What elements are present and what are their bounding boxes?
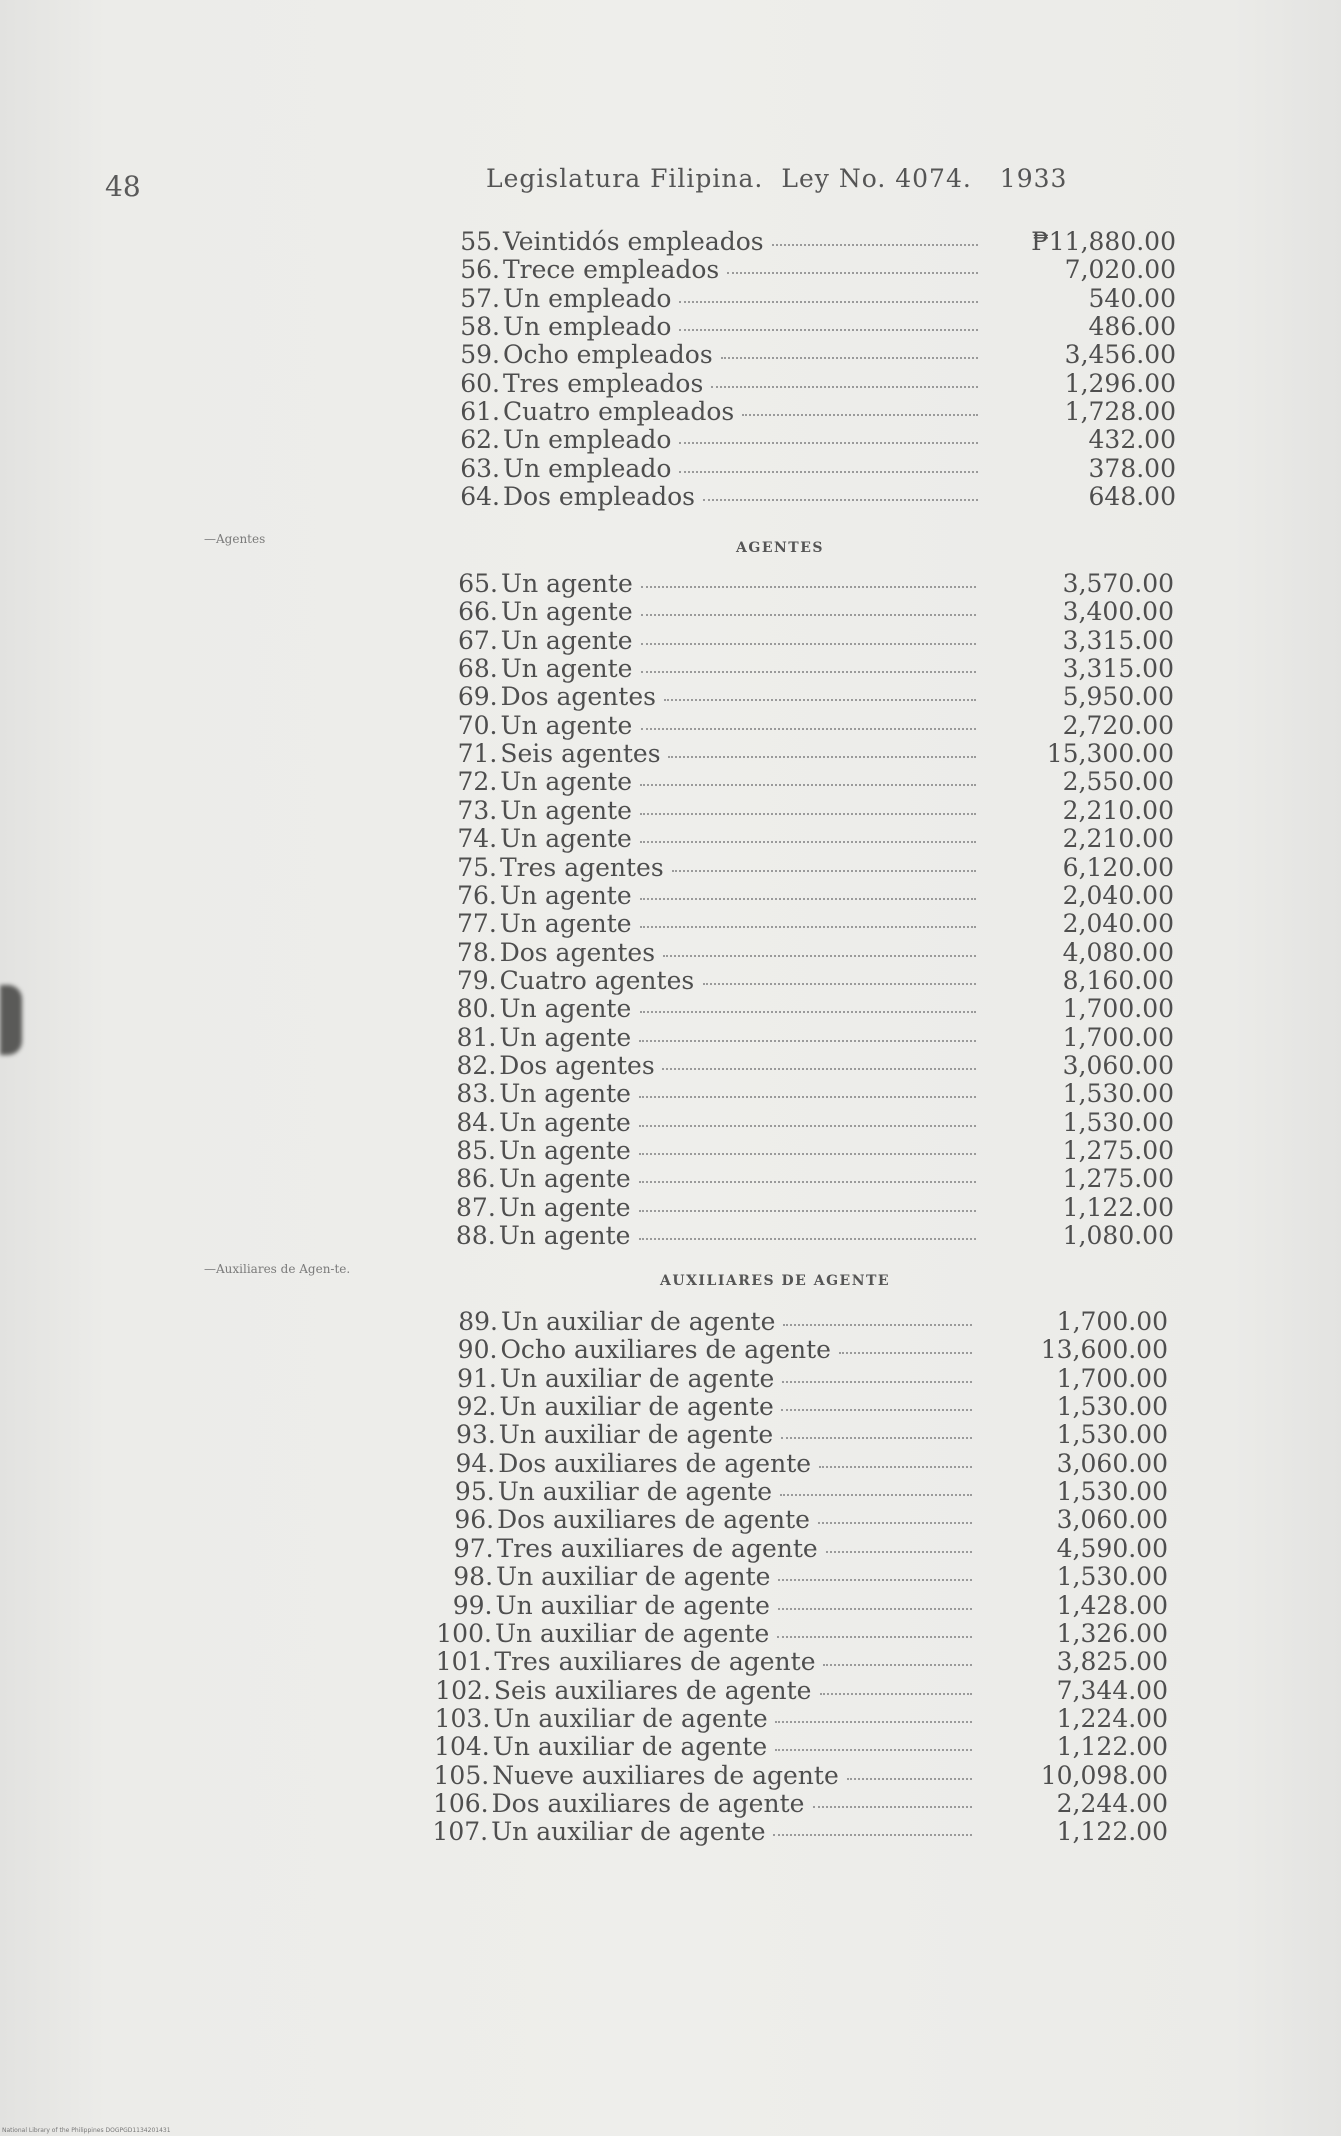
dot-leader — [641, 671, 976, 673]
item-number: 61. — [460, 397, 500, 427]
list-item — [444, 1222, 1174, 1250]
item-number: 65. — [458, 569, 498, 598]
item-description: Un agente — [500, 824, 632, 854]
dot-leader — [639, 1125, 976, 1127]
item-amount: 2,210.00 — [1062, 824, 1174, 854]
section-heading-auxiliares: AUXILIARES DE AGENTE — [660, 1273, 891, 1289]
scan-footer: National Library of the Philippines DOGPGD1134201431 — [2, 2127, 171, 2134]
item-description: Tres auxiliares de agente — [494, 1647, 816, 1677]
item-number: 55. — [460, 227, 500, 256]
list-item — [445, 768, 1174, 796]
list-item — [442, 1535, 1168, 1563]
dot-leader — [772, 244, 978, 246]
dot-leader — [818, 1522, 972, 1524]
list-item — [436, 1618, 1168, 1648]
dot-leader — [781, 1409, 972, 1411]
dot-leader — [662, 1068, 976, 1070]
dot-leader — [640, 926, 976, 928]
list-item — [446, 627, 1174, 655]
list-item — [444, 1393, 1168, 1421]
item-amount: 1,122.00 — [1062, 1192, 1174, 1222]
item-number: 64. — [460, 482, 500, 512]
dot-leader — [775, 1749, 972, 1751]
item-number: 88. — [455, 1221, 496, 1251]
list-item — [445, 797, 1174, 825]
item-description: Un agente — [500, 795, 632, 825]
dot-leader — [820, 1693, 972, 1695]
dot-leader — [641, 614, 976, 616]
item-number: 72. — [457, 767, 498, 797]
dot-leader — [639, 1040, 976, 1042]
list-item — [446, 598, 1174, 626]
dot-leader — [773, 1834, 972, 1836]
list-item — [446, 570, 1174, 598]
item-amount: 2,040.00 — [1062, 909, 1174, 939]
item-number: 62. — [460, 425, 500, 455]
list-item — [444, 1109, 1174, 1137]
item-number: 93. — [456, 1420, 496, 1450]
item-number: 102. — [435, 1675, 491, 1705]
item-amount: 3,315.00 — [1062, 625, 1174, 655]
item-amount: 1,700.00 — [1062, 994, 1174, 1024]
item-number: 84. — [456, 1107, 497, 1137]
item-amount: 13,600.00 — [1040, 1335, 1168, 1365]
item-description: Un agente — [499, 994, 632, 1024]
dot-leader — [727, 272, 978, 274]
dot-leader — [639, 1210, 976, 1212]
dot-leader — [639, 1238, 976, 1240]
item-description: Un auxiliar de agente — [491, 1817, 766, 1847]
item-number: 97. — [453, 1533, 494, 1563]
item-description: Seis agentes — [500, 739, 661, 769]
list-item — [448, 341, 1176, 369]
item-description: Un agente — [500, 654, 633, 684]
item-description: Un agente — [500, 597, 633, 627]
item-description: Dos agentes — [499, 1050, 655, 1080]
item-amount: 7,020.00 — [1064, 255, 1176, 285]
item-amount: 3,400.00 — [1062, 597, 1174, 627]
item-amount: 648.00 — [1088, 482, 1176, 512]
list-item — [434, 1732, 1168, 1762]
item-amount: 5,950.00 — [1062, 682, 1174, 712]
list-item — [445, 939, 1174, 967]
list-item — [445, 967, 1174, 995]
item-amount: 1,122.00 — [1056, 1817, 1168, 1847]
item-amount: 15,300.00 — [1046, 739, 1174, 769]
item-description: Tres agentes — [500, 852, 664, 882]
list-item — [445, 825, 1174, 853]
item-number: 67. — [458, 625, 498, 655]
item-amount: 1,428.00 — [1056, 1590, 1168, 1620]
dot-leader — [639, 1153, 976, 1155]
list-item — [435, 1647, 1168, 1677]
item-description: Un agente — [500, 625, 633, 655]
dot-leader — [640, 1011, 977, 1013]
dot-leader — [778, 1608, 973, 1610]
item-number: 107. — [432, 1817, 489, 1847]
list-item — [442, 1506, 1168, 1534]
item-description: Nueve auxiliares de agente — [492, 1760, 839, 1790]
item-amount: 2,550.00 — [1062, 767, 1174, 797]
dot-leader — [679, 471, 978, 473]
dot-leader — [823, 1664, 972, 1666]
item-description: Un auxiliar de agente — [499, 1392, 774, 1422]
dot-leader — [721, 357, 978, 359]
item-number: 83. — [456, 1079, 497, 1109]
list-item — [448, 398, 1176, 426]
item-amount: 1,296.00 — [1064, 368, 1176, 398]
item-description: Un agente — [499, 909, 632, 939]
item-number: 94. — [455, 1448, 496, 1478]
list-item — [448, 426, 1176, 454]
list-item — [434, 1703, 1168, 1733]
dot-leader — [639, 1181, 976, 1183]
item-number: 98. — [453, 1562, 494, 1592]
item-description: Ocho auxiliares de agente — [500, 1335, 831, 1365]
item-description: Dos auxiliares de agente — [491, 1788, 805, 1818]
list-item — [444, 1080, 1174, 1108]
list-item — [445, 995, 1175, 1023]
item-amount: 432.00 — [1088, 425, 1176, 455]
item-number: 56. — [460, 255, 500, 285]
dot-leader — [742, 414, 978, 416]
item-description: Un empleado — [503, 312, 672, 342]
item-description: Un agente — [499, 1022, 632, 1052]
list-item — [445, 910, 1174, 938]
dot-leader — [641, 728, 977, 730]
scan-edge-shadow — [0, 985, 22, 1055]
page-number: 48 — [105, 170, 141, 203]
list-item — [435, 1675, 1168, 1705]
list-item — [443, 1450, 1168, 1478]
item-number: 57. — [460, 283, 500, 313]
item-number: 82. — [456, 1050, 497, 1080]
item-number: 91. — [457, 1363, 497, 1393]
dot-leader — [703, 983, 976, 985]
item-amount: 1,080.00 — [1062, 1221, 1174, 1251]
item-description: Un agente — [501, 569, 633, 598]
dot-leader — [672, 870, 976, 872]
dot-leader — [668, 756, 976, 758]
dot-leader — [826, 1551, 972, 1553]
list-item — [448, 228, 1176, 256]
item-number: 96. — [454, 1505, 495, 1535]
dot-leader — [775, 1721, 972, 1723]
item-number: 86. — [456, 1164, 496, 1194]
item-amount: 2,244.00 — [1056, 1788, 1168, 1818]
dot-leader — [847, 1778, 972, 1780]
list-item — [432, 1817, 1168, 1847]
list-item — [448, 483, 1176, 511]
list-item — [441, 1563, 1168, 1591]
item-amount: 1,530.00 — [1056, 1562, 1168, 1592]
item-amount: 4,080.00 — [1062, 937, 1174, 967]
item-number: 73. — [457, 795, 498, 825]
item-number: 95. — [454, 1477, 495, 1507]
item-description: Un agente — [498, 1192, 631, 1222]
dot-leader — [640, 784, 976, 786]
item-amount: 2,210.00 — [1062, 795, 1174, 825]
item-amount: 1,728.00 — [1064, 397, 1176, 427]
dot-leader — [839, 1352, 972, 1354]
item-amount: 3,570.00 — [1062, 569, 1174, 598]
item-amount: 1,700.00 — [1056, 1307, 1168, 1336]
item-number: 58. — [460, 312, 500, 342]
item-amount: 2,720.00 — [1062, 710, 1174, 740]
item-description: Tres empleados — [503, 368, 704, 398]
item-amount: 1,700.00 — [1056, 1363, 1168, 1393]
list-item — [444, 1024, 1174, 1052]
item-number: 75. — [457, 852, 497, 882]
item-number: 77. — [457, 909, 497, 939]
item-number: 103. — [434, 1703, 491, 1733]
item-number: 85. — [456, 1136, 496, 1165]
item-amount: 1,530.00 — [1062, 1079, 1174, 1109]
item-description: Un auxiliar de agente — [497, 1477, 773, 1507]
item-amount: 1,700.00 — [1062, 1022, 1174, 1052]
item-amount: 4,590.00 — [1056, 1533, 1168, 1563]
item-amount: 1,275.00 — [1062, 1164, 1174, 1194]
item-number: 90. — [457, 1335, 498, 1365]
item-description: Un empleado — [503, 453, 672, 483]
list-item — [443, 1478, 1168, 1506]
list-item — [448, 313, 1176, 341]
item-amount: 10,098.00 — [1040, 1760, 1168, 1790]
dot-leader — [679, 301, 978, 303]
item-description: Dos auxiliares de agente — [497, 1505, 810, 1535]
dot-leader — [711, 386, 978, 388]
list-item — [448, 370, 1176, 398]
dot-leader — [639, 1096, 976, 1098]
item-description: Dos empleados — [503, 482, 695, 512]
item-description: Un auxiliar de agente — [499, 1363, 775, 1393]
dot-leader — [819, 1466, 972, 1468]
item-number: 63. — [460, 453, 500, 483]
item-amount: 1,326.00 — [1056, 1618, 1168, 1648]
item-number: 87. — [456, 1192, 496, 1222]
item-description: Veintidós empleados — [503, 227, 764, 256]
margin-note-auxiliares: —Auxiliares de Agen-te. — [204, 1262, 351, 1276]
law-number: Ley No. 4074. — [781, 164, 972, 193]
dot-leader — [641, 586, 976, 588]
item-number: 104. — [434, 1732, 490, 1762]
item-number: 106. — [432, 1788, 489, 1818]
item-amount: 6,120.00 — [1062, 852, 1174, 882]
item-amount: 3,060.00 — [1056, 1448, 1168, 1478]
dot-leader — [783, 1324, 972, 1326]
item-description: Dos agentes — [499, 937, 656, 967]
item-number: 105. — [433, 1760, 490, 1790]
dot-leader — [782, 1381, 972, 1383]
item-number: 101. — [435, 1647, 492, 1677]
list-item — [446, 712, 1175, 740]
dot-leader — [781, 1437, 972, 1439]
dot-leader — [640, 813, 976, 815]
item-description: Dos auxiliares de agente — [498, 1448, 812, 1478]
dot-leader — [679, 329, 978, 331]
item-amount: 3,456.00 — [1064, 340, 1176, 370]
item-number: 92. — [456, 1392, 497, 1422]
item-description: Un auxiliar de agente — [492, 1732, 768, 1762]
list-item — [445, 1365, 1168, 1393]
list-item — [444, 1194, 1174, 1222]
list-item — [448, 256, 1176, 284]
item-description: Trece empleados — [503, 255, 720, 285]
list-item — [445, 1336, 1168, 1364]
dot-leader — [640, 841, 976, 843]
item-amount: 2,040.00 — [1062, 880, 1174, 910]
item-amount: 1,530.00 — [1056, 1420, 1168, 1450]
year: 1933 — [999, 164, 1068, 193]
item-number: 71. — [457, 739, 498, 769]
running-title: Legislatura Filipina. — [486, 164, 764, 193]
dot-leader — [640, 898, 976, 900]
item-description: Cuatro empleados — [503, 397, 735, 427]
item-description: Un auxiliar de agente — [494, 1618, 770, 1648]
item-description: Un auxiliar de agente — [495, 1590, 770, 1620]
item-number: 100. — [436, 1618, 492, 1648]
item-description: Un agente — [499, 1079, 631, 1109]
item-description: Dos agentes — [500, 682, 656, 712]
list-item — [445, 882, 1174, 910]
item-description: Un agente — [499, 1107, 631, 1137]
item-amount: 3,060.00 — [1062, 1050, 1174, 1080]
item-number: 69. — [457, 682, 498, 712]
dot-leader — [664, 699, 976, 701]
section-heading-agentes: AGENTES — [736, 540, 824, 556]
item-number: 81. — [456, 1022, 497, 1052]
item-description: Un auxiliar de agente — [501, 1307, 776, 1336]
item-number: 80. — [456, 994, 497, 1024]
item-amount: 1,530.00 — [1056, 1477, 1168, 1507]
item-amount: 486.00 — [1088, 312, 1176, 342]
list-item — [448, 455, 1176, 483]
item-description: Ocho empleados — [503, 340, 713, 370]
item-description: Un empleado — [503, 283, 672, 313]
item-description: Un auxiliar de agente — [498, 1420, 774, 1450]
item-description: Un agente — [498, 1221, 631, 1251]
item-number: 59. — [460, 340, 500, 370]
item-description: Un agente — [500, 767, 633, 797]
item-amount: 8,160.00 — [1062, 965, 1174, 995]
item-amount: 1,224.00 — [1056, 1703, 1168, 1733]
list-item — [432, 1788, 1168, 1818]
dot-leader — [663, 955, 976, 957]
dot-leader — [777, 1636, 972, 1638]
item-number: 89. — [458, 1307, 498, 1336]
dot-leader — [641, 643, 976, 645]
dot-leader — [778, 1579, 972, 1581]
list-item — [444, 1052, 1174, 1080]
item-number: 78. — [456, 937, 497, 967]
item-description: Un agente — [499, 880, 632, 910]
item-description: Cuatro agentes — [499, 965, 695, 995]
item-number: 79. — [456, 965, 497, 995]
item-amount: 1,530.00 — [1062, 1107, 1174, 1137]
item-number: 68. — [457, 654, 498, 684]
item-description: Un agente — [500, 710, 633, 740]
item-description: Tres auxiliares de agente — [496, 1533, 818, 1563]
running-head — [486, 164, 1067, 193]
list-item — [444, 1137, 1174, 1165]
item-number: 60. — [460, 368, 500, 398]
item-number: 74. — [457, 824, 498, 854]
item-description: Seis auxiliares de agente — [493, 1675, 812, 1705]
item-description: Un auxiliar de agente — [493, 1703, 768, 1733]
dot-leader — [813, 1806, 972, 1808]
item-amount: 1,122.00 — [1056, 1732, 1168, 1762]
list-item — [444, 1421, 1168, 1449]
item-description: Un empleado — [503, 425, 672, 455]
item-amount: 3,060.00 — [1056, 1505, 1168, 1535]
dot-leader — [703, 499, 978, 501]
list-item — [446, 655, 1174, 683]
item-number: 70. — [457, 710, 498, 740]
dot-leader — [679, 442, 978, 444]
list-item — [441, 1592, 1169, 1620]
item-amount: 378.00 — [1088, 453, 1176, 483]
item-amount: 540.00 — [1088, 283, 1176, 313]
dot-leader — [780, 1494, 972, 1496]
item-amount: 3,825.00 — [1056, 1647, 1168, 1677]
list-item — [433, 1760, 1168, 1790]
list-item — [445, 854, 1174, 882]
list-item — [444, 1165, 1174, 1193]
item-number: 66. — [458, 597, 498, 627]
item-amount: 7,344.00 — [1056, 1675, 1168, 1705]
list-item — [446, 1308, 1168, 1336]
item-number: 76. — [457, 880, 497, 910]
item-description: Un agente — [498, 1164, 631, 1194]
item-amount: 3,315.00 — [1062, 654, 1174, 684]
item-amount: 1,275.00 — [1062, 1136, 1174, 1165]
item-description: Un agente — [499, 1136, 631, 1165]
list-item — [448, 285, 1176, 313]
list-item — [445, 740, 1174, 768]
item-amount: ₱11,880.00 — [1031, 227, 1176, 256]
item-amount: 1,530.00 — [1056, 1392, 1168, 1422]
list-item — [446, 683, 1174, 711]
margin-note-agentes: —Agentes — [204, 532, 266, 546]
item-number: 99. — [452, 1590, 493, 1620]
item-description: Un auxiliar de agente — [496, 1562, 771, 1592]
